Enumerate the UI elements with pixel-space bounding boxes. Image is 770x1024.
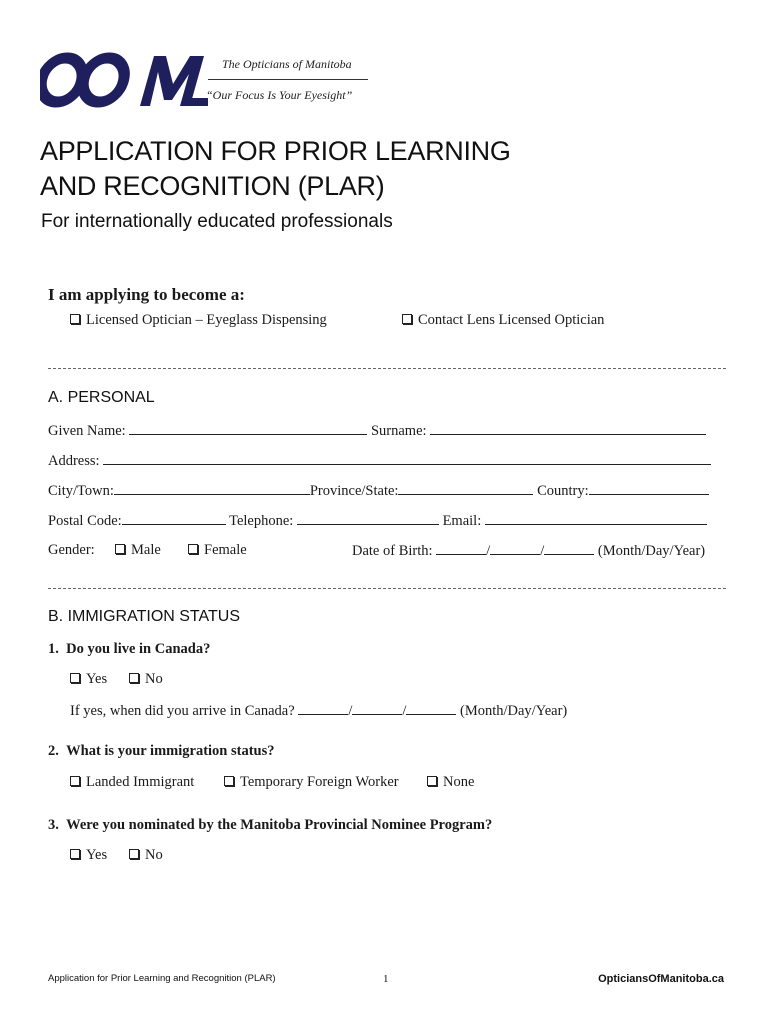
email-input[interactable] (485, 512, 707, 525)
checkbox-icon[interactable] (224, 776, 234, 786)
section-divider (48, 368, 726, 369)
arrival-date-field[interactable]: If yes, when did you arrive in Canada? / / (Month/Day/Year) (70, 703, 568, 719)
dob-day-input[interactable] (490, 542, 540, 555)
title-line-2: AND RECOGNITION (PLAR) (40, 171, 385, 201)
arrival-day-input[interactable] (352, 702, 402, 715)
org-name: The Opticians of Manitoba (222, 57, 352, 71)
checkbox-icon[interactable] (129, 673, 139, 683)
title-line-1: APPLICATION FOR PRIOR LEARNING (40, 136, 511, 166)
status-temporary-option[interactable]: Temporary Foreign Worker (224, 774, 399, 791)
country-input[interactable] (589, 482, 709, 495)
question-3: 3. Were you nominated by the Manitoba Provincial Nominee Program? (48, 817, 493, 833)
date-of-birth-field[interactable]: Date of Birth: / / (Month/Day/Year) (352, 543, 706, 559)
section-immigration-heading: B. IMMIGRATION STATUS (48, 608, 240, 625)
postal-telephone-email-row[interactable]: Postal Code: Telephone: Email: (48, 512, 707, 530)
checkbox-icon[interactable] (70, 776, 80, 786)
option-eyeglass[interactable]: Licensed Optician – Eyeglass Dispensing (70, 312, 327, 329)
oom-logo (40, 50, 210, 110)
question-2: 2. What is your immigration status? (48, 743, 275, 759)
q3-yes-option[interactable]: Yes (70, 847, 107, 864)
gender-male-option[interactable]: Male (115, 542, 161, 559)
page-title (40, 134, 511, 204)
province-input[interactable] (398, 482, 533, 495)
page-subtitle: For internationally educated professionals (41, 211, 393, 232)
address-input[interactable] (103, 452, 711, 465)
footer-document-title: Application for Prior Learning and Recognition (PLAR) (48, 973, 276, 984)
surname-input[interactable] (430, 422, 706, 435)
checkbox-icon[interactable] (115, 544, 125, 554)
gender-row: Gender: (48, 542, 95, 558)
arrival-year-input[interactable] (406, 702, 456, 715)
gender-female-option[interactable]: Female (188, 542, 247, 559)
option-contact-lens[interactable]: Contact Lens Licensed Optician (402, 312, 604, 329)
arrival-month-input[interactable] (298, 702, 348, 715)
dob-month-input[interactable] (436, 542, 486, 555)
checkbox-icon[interactable] (427, 776, 437, 786)
checkbox-icon[interactable] (70, 849, 80, 859)
header-divider (208, 79, 368, 80)
dob-year-input[interactable] (544, 542, 594, 555)
footer-page-number: 1 (383, 973, 389, 985)
question-1: 1. Do you live in Canada? (48, 641, 211, 657)
checkbox-icon[interactable] (129, 849, 139, 859)
address-field[interactable]: Address: (48, 452, 711, 470)
telephone-input[interactable] (297, 512, 439, 525)
given-name-field[interactable]: Given Name: Surname: (48, 422, 706, 440)
status-none-option[interactable]: None (427, 774, 474, 791)
footer-website-link[interactable]: OpticiansOfManitoba.ca (598, 973, 724, 985)
checkbox-icon[interactable] (402, 314, 412, 324)
q1-yes-option[interactable]: Yes (70, 671, 107, 688)
city-province-country-row[interactable]: City/Town: Province/State: Country: (48, 482, 709, 500)
q3-no-option[interactable]: No (129, 847, 163, 864)
city-input[interactable] (114, 482, 310, 495)
checkbox-icon[interactable] (188, 544, 198, 554)
status-landed-option[interactable]: Landed Immigrant (70, 774, 194, 791)
applying-heading: I am applying to become a: (48, 285, 245, 304)
checkbox-icon[interactable] (70, 673, 80, 683)
section-personal-heading: A. PERSONAL (48, 389, 155, 406)
postal-code-input[interactable] (122, 512, 226, 525)
checkbox-icon[interactable] (70, 314, 80, 324)
section-divider (48, 588, 726, 589)
given-name-input[interactable] (129, 422, 367, 435)
org-tagline: “Our Focus Is Your Eyesight” (206, 88, 353, 102)
q1-no-option[interactable]: No (129, 671, 163, 688)
